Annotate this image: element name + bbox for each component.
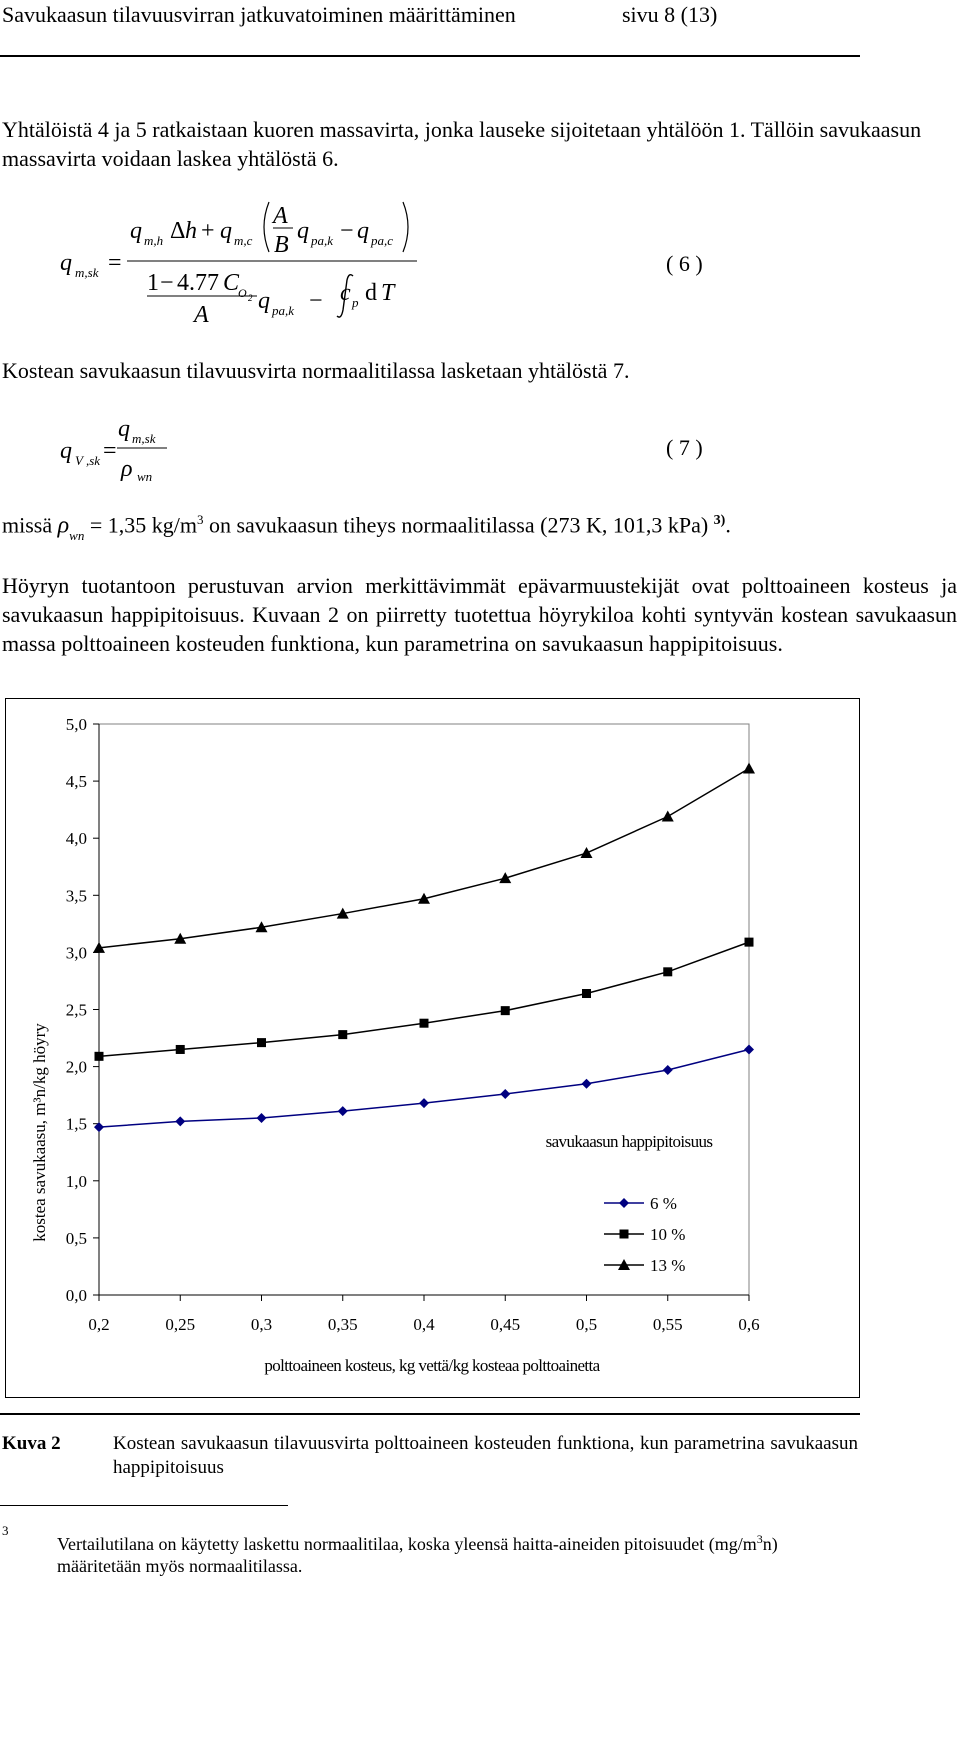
y-tick-label: 5,0 [65, 715, 87, 734]
svg-text:T: T [381, 280, 395, 306]
data-point-1 [745, 938, 754, 947]
data-point-1 [338, 1030, 347, 1039]
equation-6-formula [55, 190, 675, 330]
data-point-1 [501, 1006, 510, 1015]
equation-7-number: ( 7 ) [666, 435, 703, 460]
paragraph-eq7-intro: Kostean savukaasun tilavuusvirta normaalitilassa lasketaan yhtälöstä 7. [2, 358, 630, 383]
svg-text:h: h [185, 218, 197, 244]
moist-flue-gas-chart [6, 699, 859, 1397]
svg-text:m,sk: m,sk [132, 431, 156, 446]
data-point-2 [662, 811, 674, 822]
density-description: on savukaasun tiheys normaalitilassa (273 K, 101,3 kPa) [203, 512, 714, 538]
y-axis-label: kostea savukaasu, m³n/kg höyry [30, 1023, 49, 1242]
svg-text:O: O [238, 286, 247, 300]
svg-text:q: q [297, 218, 309, 244]
svg-text:=: = [108, 250, 122, 276]
svg-text:q: q [220, 218, 232, 244]
data-point-1 [176, 1045, 185, 1054]
svg-text:m,c: m,c [234, 233, 253, 248]
data-point-0 [175, 1116, 185, 1126]
svg-text:−: − [309, 288, 323, 314]
svg-text:Δ: Δ [170, 218, 186, 244]
data-point-0 [744, 1044, 754, 1054]
data-point-0 [257, 1113, 267, 1123]
svg-text:V ,sk: V ,sk [75, 453, 101, 468]
svg-text:q: q [60, 250, 72, 276]
x-tick-label: 0,25 [165, 1315, 196, 1334]
svg-text:q: q [130, 218, 142, 244]
x-tick-label: 0,55 [652, 1315, 683, 1334]
density-line [2, 512, 731, 544]
svg-text:m,sk: m,sk [75, 265, 99, 280]
data-point-1 [95, 1052, 104, 1061]
series-line-0 [99, 1049, 749, 1127]
data-point-0 [419, 1098, 429, 1108]
equation-7 [55, 412, 255, 487]
svg-text:4.77: 4.77 [177, 270, 219, 296]
chart-frame [5, 698, 860, 1398]
svg-text:C: C [223, 270, 240, 296]
x-tick-label: 0,35 [327, 1315, 358, 1334]
y-tick-label: 3,0 [65, 943, 87, 963]
data-point-0 [663, 1065, 673, 1075]
footnote-superscript: 3 [756, 1532, 763, 1546]
legend-label-0: 6 % [650, 1194, 677, 1213]
svg-text:=: = [103, 438, 117, 464]
data-point-1 [582, 989, 591, 998]
svg-text:p: p [352, 295, 359, 310]
svg-text:A: A [273, 203, 288, 229]
svg-text:d: d [365, 280, 377, 306]
legend-marker-0 [619, 1198, 629, 1208]
svg-text:q: q [258, 288, 270, 314]
footnote-text-a: Vertailutilana on käytetty laskettu normaalitilaa, koska yleensä haitta-aineiden pitoisuudet (mg/m [57, 1534, 757, 1554]
x-tick-label: 0,3 [250, 1315, 273, 1334]
rho-symbol: ρ [57, 512, 70, 539]
density-prefix: missä [2, 512, 53, 538]
caption-rule [0, 1413, 860, 1415]
page-number: sivu 8 (13) [622, 2, 718, 27]
svg-text:m,h: m,h [144, 233, 164, 248]
y-tick-label: 4,0 [65, 829, 87, 849]
caption-text: Kostean savukaasun tilavuusvirta polttoaineen kosteuden funktiona, kun parametrina savukaasun happipitoisuus [113, 1433, 858, 1478]
equation-6-number: ( 6 ) [666, 251, 703, 276]
data-point-1 [257, 1038, 266, 1047]
x-tick-label: 0,4 [413, 1315, 435, 1334]
svg-text:ρ: ρ [121, 456, 133, 482]
equation-6 [55, 190, 675, 330]
legend-title: savukaasun happipitoisuus [545, 1132, 713, 1151]
svg-text:c: c [340, 280, 351, 306]
svg-text:−: − [340, 218, 354, 244]
rho-subscript: wn [69, 528, 85, 544]
footnote-rule [0, 1505, 288, 1506]
paragraph-intro: Yhtälöistä 4 ja 5 ratkaistaan kuoren massavirta, jonka lauseke sijoitetaan yhtälöön 1. Tällöin savukaasun massavirta voidaan laskea yhtälöstä 6. [2, 117, 922, 171]
svg-text:A: A [194, 302, 209, 328]
data-point-2 [499, 872, 511, 883]
svg-text:pa,k: pa,k [272, 303, 295, 318]
x-tick-label: 0,45 [490, 1315, 521, 1334]
legend-label-1: 10 % [650, 1225, 686, 1244]
data-point-0 [338, 1106, 348, 1116]
svg-text:q: q [357, 218, 369, 244]
y-tick-label: 4,5 [65, 772, 87, 792]
data-point-0 [582, 1079, 592, 1089]
series-line-2 [99, 769, 749, 948]
paragraph-uncertainty: Höyryn tuotantoon perustuvan arvion merkittävimmät epävarmuustekijät ovat polttoaineen kosteus ja savukaasun happipitoisuus. Kuvaan 2 on piirretty tuotettua höyrykiloa kohti syntyvän kostean savukaasun massa polttoaineen kosteuden funktiona, kun parametrina on savukaasun happipitoisuus. [2, 573, 957, 656]
svg-text:+: + [201, 218, 215, 244]
footnote-text [57, 1528, 860, 1577]
x-tick-label: 0,6 [738, 1315, 760, 1334]
footnote-text-b: n) määritetään myös normaalitilassa. [57, 1534, 778, 1576]
data-point-2 [743, 763, 755, 774]
legend-label-2: 13 % [650, 1256, 686, 1275]
y-tick-label: 2,5 [65, 1000, 87, 1020]
data-point-0 [500, 1089, 510, 1099]
y-tick-label: 0,0 [65, 1286, 87, 1305]
running-header-title: Savukaasun tilavuusvirran jatkuvatoiminen määrittäminen [2, 2, 516, 27]
header-rule [0, 55, 860, 57]
svg-text:q: q [60, 438, 72, 464]
caption-label: Kuva 2 [2, 1433, 61, 1454]
y-tick-label: 0,5 [65, 1228, 87, 1248]
svg-text:−: − [160, 270, 174, 296]
svg-text:1: 1 [147, 270, 159, 296]
y-tick-label: 1,0 [65, 1171, 87, 1191]
equation-7-formula [55, 412, 255, 487]
x-axis-label: polttoaineen kosteus, kg vettä/kg kosteaa polttoainetta [264, 1356, 600, 1375]
svg-text:pa,k: pa,k [311, 233, 334, 248]
x-tick-label: 0,2 [88, 1315, 110, 1334]
svg-text:B: B [274, 232, 289, 258]
legend-marker-1 [620, 1230, 629, 1239]
y-tick-label: 3,5 [65, 886, 87, 906]
x-tick-label: 0,5 [575, 1315, 598, 1334]
series-line-1 [99, 942, 749, 1056]
data-point-1 [663, 967, 672, 976]
footnote-reference: 3) [713, 513, 726, 528]
svg-text:wn: wn [137, 469, 153, 484]
svg-text:2: 2 [248, 293, 253, 303]
data-point-1 [420, 1019, 429, 1028]
svg-text:pa,c: pa,c [371, 233, 394, 248]
svg-text:q: q [118, 416, 130, 442]
density-end: . [725, 512, 731, 538]
density-value: = 1,35 kg/m [89, 512, 197, 538]
y-tick-label: 1,5 [65, 1114, 87, 1134]
footnote-mark: 3 [2, 1523, 9, 1538]
density-exponent: 3 [196, 512, 204, 527]
y-tick-label: 2,0 [65, 1057, 87, 1077]
data-point-2 [581, 847, 593, 858]
